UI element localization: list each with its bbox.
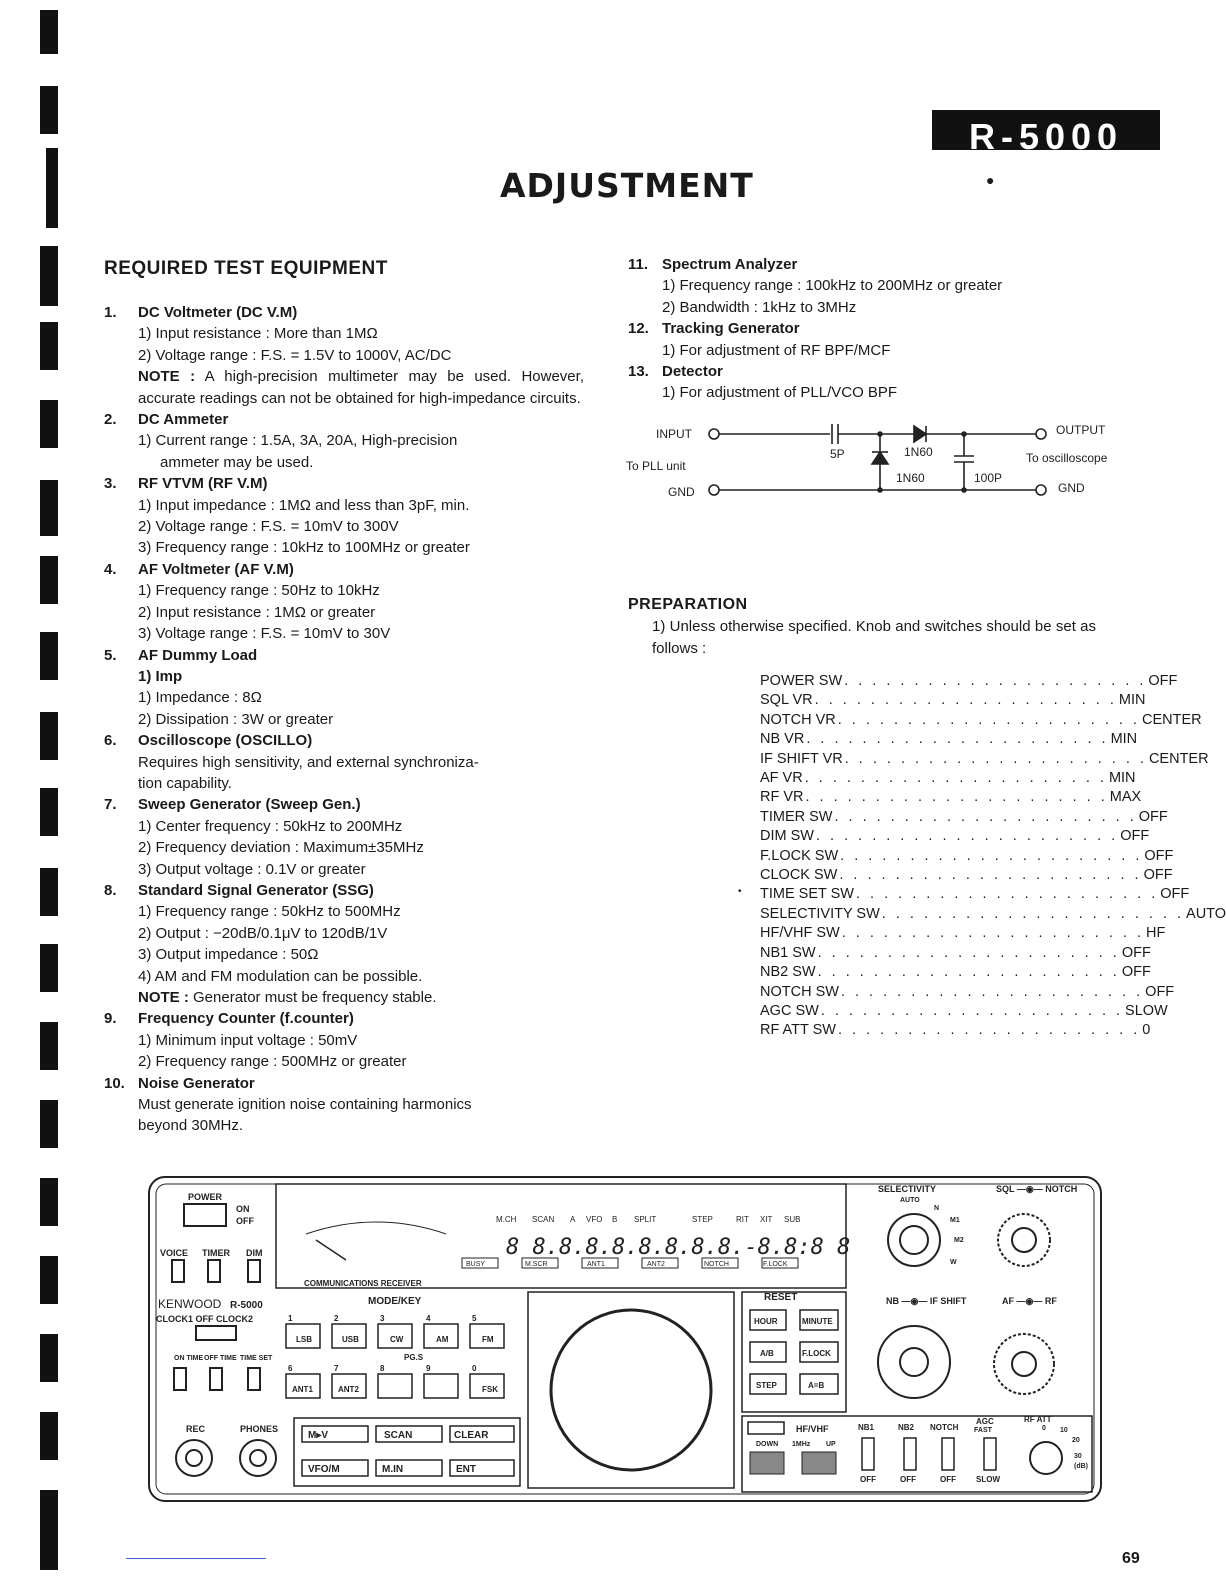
svg-text:NOTCH: NOTCH xyxy=(704,1261,729,1268)
preparation-setting-row xyxy=(760,983,1175,1002)
comms-receiver-label: COMMUNICATIONS RECEIVER xyxy=(304,1279,422,1288)
equipment-item: 9. Frequency Counter (f.counter) 1) Minimum input voltage : 50mV 2) Frequency range : 500MHz or greater xyxy=(104,1010,407,1071)
preparation-setting-row xyxy=(760,1021,1151,1040)
setting-value: OFF xyxy=(1145,983,1175,1000)
dim-button[interactable] xyxy=(248,1260,260,1282)
svg-text:M.SCR: M.SCR xyxy=(525,1261,548,1268)
bullet-mark: • xyxy=(738,886,742,897)
af-rf-label: AF —◉— RF xyxy=(1002,1296,1057,1306)
on-label: ON xyxy=(236,1204,250,1214)
preparation-setting-row xyxy=(760,847,1174,866)
circuit-input-label: INPUT xyxy=(656,427,692,441)
preparation-settings-list xyxy=(760,672,1226,1041)
svg-text:F.LOCK: F.LOCK xyxy=(763,1261,788,1268)
rec-label: REC xyxy=(186,1424,206,1434)
notch-switch[interactable] xyxy=(942,1438,954,1470)
leader-dots: . . . . . . . . . . . . . . . . . . . . . . xyxy=(837,711,1140,728)
svg-text:M.IN: M.IN xyxy=(382,1464,404,1475)
required-equipment-heading: REQUIRED TEST EQUIPMENT xyxy=(104,258,388,279)
timer-label: TIMER xyxy=(202,1248,230,1258)
setting-value: 0 xyxy=(1142,1022,1151,1039)
preparation-setting-row xyxy=(760,924,1166,943)
page-title: ADJUSTMENT xyxy=(500,166,754,205)
equipment-item: 3. RF VTVM (RF V.M) 1) Input impedance : 1MΩ and less than 3pF, min. 2) Voltage range : F.S. = 10mV to 300V 3) Frequency range : 10kHz to 100MHz or greater xyxy=(104,475,470,557)
leader-dots: . . . . . . . . . . . . . . . . . . . . . . xyxy=(817,944,1120,961)
equipment-item: 13. Detector 1) For adjustment of PLL/VCO BPF xyxy=(628,363,898,402)
svg-text:OFF TIME: OFF TIME xyxy=(204,1355,237,1362)
page-number: 69 xyxy=(1122,1550,1140,1567)
setting-name: DIM SW xyxy=(760,828,814,845)
nb2-switch[interactable] xyxy=(904,1438,916,1470)
leader-dots: . . . . . . . . . . . . . . . . . . . . . . xyxy=(856,886,1159,903)
leader-dots: . . . . . . . . . . . . . . . . . . . . . . xyxy=(838,1022,1141,1039)
leader-dots: . . . . . . . . . . . . . . . . . . . . . . xyxy=(820,1002,1124,1019)
svg-text:SCAN: SCAN xyxy=(384,1430,413,1441)
leader-dots: . . . . . . . . . . . . . . . . . . . . . . xyxy=(804,770,1107,787)
setting-value: OFF xyxy=(1138,808,1168,825)
s-meter-needle xyxy=(316,1240,346,1260)
svg-text:ENT: ENT xyxy=(456,1464,476,1475)
voice-label: VOICE xyxy=(160,1248,189,1258)
svg-text:FM: FM xyxy=(482,1335,494,1344)
on-time-button[interactable] xyxy=(174,1368,186,1390)
time-set-button[interactable] xyxy=(248,1368,260,1390)
svg-text:FAST: FAST xyxy=(974,1427,992,1434)
phones-jack[interactable] xyxy=(240,1440,276,1476)
svg-text:XIT: XIT xyxy=(760,1215,773,1224)
preparation-setting-row xyxy=(760,905,1226,924)
svg-text:ON TIME: ON TIME xyxy=(174,1355,204,1362)
preparation-setting-row xyxy=(760,691,1146,710)
setting-value: MIN xyxy=(1110,731,1138,748)
leader-dots: . . . . . . . . . . . . . . . . . . . . . . xyxy=(834,808,1137,825)
voice-button[interactable] xyxy=(172,1260,184,1282)
receiver-front-panel xyxy=(146,1174,1104,1504)
preparation-setting-row xyxy=(760,730,1138,749)
footer-line xyxy=(126,1558,266,1559)
setting-name: IF SHIFT VR xyxy=(760,750,843,767)
setting-name: AGC SW xyxy=(760,1002,819,1019)
up-button[interactable] xyxy=(802,1452,836,1474)
equipment-list-right xyxy=(628,254,1108,404)
preparation-setting-row xyxy=(760,1002,1168,1021)
key-8[interactable] xyxy=(378,1374,412,1398)
rec-jack[interactable] xyxy=(176,1440,212,1476)
circuit-cap-label: 5P xyxy=(830,447,845,461)
svg-text:6: 6 xyxy=(288,1364,293,1373)
setting-value: CENTER xyxy=(1148,750,1209,767)
svg-text:0: 0 xyxy=(1042,1425,1046,1432)
model-label: R-5000 xyxy=(230,1300,263,1311)
setting-name: RF ATT SW xyxy=(760,1022,836,1039)
equipment-item: 5. AF Dummy Load 1) Imp 1) Impedance : 8Ω 2) Dissipation : 3W or greater xyxy=(104,646,334,728)
setting-value: OFF xyxy=(1121,944,1151,961)
preparation-setting-row xyxy=(760,750,1209,769)
key-9[interactable] xyxy=(424,1374,458,1398)
svg-text:RIT: RIT xyxy=(736,1215,749,1224)
off-time-button[interactable] xyxy=(210,1368,222,1390)
af-rf-knob[interactable] xyxy=(994,1334,1054,1394)
svg-text:2: 2 xyxy=(334,1314,339,1323)
svg-text:M▸V: M▸V xyxy=(308,1430,329,1441)
timer-button[interactable] xyxy=(208,1260,220,1282)
setting-value: OFF xyxy=(1148,673,1178,689)
svg-text:SCAN: SCAN xyxy=(532,1215,555,1224)
down-label: DOWN xyxy=(756,1441,779,1448)
rf-att-knob[interactable] xyxy=(1030,1442,1062,1474)
svg-text:1: 1 xyxy=(288,1314,293,1323)
equipment-item: 1. DC Voltmeter (DC V.M) 1) Input resistance : More than 1MΩ 2) Voltage range : F.S. = 1.5V to 1000V, AC/DC NOTE : A high-precision multimeter may be used. However, accurate readings can not be obtained for high-impedance circuits. xyxy=(104,304,584,407)
setting-name: F.LOCK SW xyxy=(760,847,839,864)
frequency-display: 8 8.8.8.8.8.8.8.8.-8.8:8 8 xyxy=(506,1235,851,1260)
svg-text:3: 3 xyxy=(380,1314,385,1323)
circuit-output-label: OUTPUT xyxy=(1056,423,1106,437)
preparation-setting-row xyxy=(760,788,1142,807)
svg-text:NOTCH: NOTCH xyxy=(930,1423,959,1432)
svg-text:AUTO: AUTO xyxy=(900,1197,920,1204)
setting-name: AF VR xyxy=(760,770,803,787)
main-tuning-dial[interactable] xyxy=(551,1310,711,1470)
setting-value: OFF xyxy=(1121,964,1151,981)
svg-text:AM: AM xyxy=(436,1335,449,1344)
svg-text:5: 5 xyxy=(472,1314,477,1323)
svg-text:M.CH: M.CH xyxy=(496,1215,517,1224)
equipment-item: 11. Spectrum Analyzer 1) Frequency range : 100kHz to 200MHz or greater 2) Bandwidth : 1kHz to 3MHz xyxy=(628,256,1003,316)
svg-text:8: 8 xyxy=(380,1364,385,1373)
preparation-setting-row xyxy=(760,827,1150,846)
stray-mark: ● xyxy=(986,172,995,188)
svg-text:OFF: OFF xyxy=(900,1475,916,1484)
svg-text:ANT2: ANT2 xyxy=(647,1261,665,1268)
preparation-heading: PREPARATION xyxy=(628,596,748,613)
svg-text:STEP: STEP xyxy=(692,1215,713,1224)
svg-text:MINUTE: MINUTE xyxy=(802,1317,833,1326)
leader-dots: . . . . . . . . . . . . . . . . . . . . . . xyxy=(814,692,1117,709)
off-label: OFF xyxy=(236,1216,254,1226)
circuit-to-pll-label: To PLL unit xyxy=(626,459,686,473)
sql-notch-knob[interactable] xyxy=(998,1214,1050,1266)
circuit-gnd-left-label: GND xyxy=(668,485,695,499)
svg-text:TIME SET: TIME SET xyxy=(240,1355,273,1362)
equipment-list-left xyxy=(104,302,584,1137)
setting-name: NB1 SW xyxy=(760,944,816,961)
svg-text:VFO/M: VFO/M xyxy=(308,1464,340,1475)
setting-name: SQL VR xyxy=(760,692,813,709)
power-label: POWER xyxy=(188,1192,223,1202)
clock-switch[interactable] xyxy=(196,1326,236,1340)
leader-dots: . . . . . . . . . . . . . . . . . . . . . . xyxy=(881,905,1185,922)
setting-value: OFF xyxy=(1143,867,1173,884)
preparation-setting-row xyxy=(760,672,1178,691)
setting-name: HF/VHF SW xyxy=(760,925,840,942)
leader-dots: . . . . . . . . . . . . . . . . . . . . . . xyxy=(839,867,1142,884)
equipment-item: 4. AF Voltmeter (AF V.M) 1) Frequency range : 50Hz to 10kHz 2) Input resistance : 1MΩ or greater 3) Voltage range : F.S. = 10mV to 30V xyxy=(104,560,391,643)
leader-dots: . . . . . . . . . . . . . . . . . . . . . . xyxy=(815,828,1119,845)
setting-name: CLOCK SW xyxy=(760,867,838,884)
leader-dots: . . . . . . . . . . . . . . . . . . . . . . xyxy=(840,847,1143,864)
preparation-intro: 1) Unless otherwise specified. Knob and switches should be set as follows : xyxy=(652,618,1096,657)
svg-text:USB: USB xyxy=(342,1335,359,1344)
svg-text:CW: CW xyxy=(390,1335,404,1344)
svg-text:ANT1: ANT1 xyxy=(292,1385,313,1394)
svg-text:W: W xyxy=(950,1259,957,1266)
svg-text:M1: M1 xyxy=(950,1217,960,1224)
sql-notch-label: SQL —◉— NOTCH xyxy=(996,1184,1078,1194)
setting-name: NB2 SW xyxy=(760,964,816,981)
circuit-diode1-label: 1N60 xyxy=(904,445,933,459)
preparation-setting-row xyxy=(760,866,1173,885)
svg-text:A/B: A/B xyxy=(760,1349,774,1358)
setting-name: POWER SW xyxy=(760,673,843,689)
svg-text:9: 9 xyxy=(426,1364,431,1373)
s-meter-arc xyxy=(306,1222,446,1234)
leader-dots: . . . . . . . . . . . . . . . . . . . . . . xyxy=(817,964,1120,981)
svg-text:A=B: A=B xyxy=(808,1381,825,1390)
mhz-label: 1MHz xyxy=(792,1441,811,1448)
svg-text:FSK: FSK xyxy=(482,1385,498,1394)
brand-label: KENWOOD xyxy=(158,1297,222,1311)
svg-text:4: 4 xyxy=(426,1314,431,1323)
svg-text:F.LOCK: F.LOCK xyxy=(802,1349,831,1358)
svg-text:BUSY: BUSY xyxy=(466,1261,486,1268)
dim-label: DIM xyxy=(246,1248,263,1258)
setting-name: NOTCH VR xyxy=(760,711,836,728)
setting-value: MAX xyxy=(1109,789,1142,806)
svg-text:VFO: VFO xyxy=(586,1215,603,1224)
circuit-diode2-label: 1N60 xyxy=(896,471,925,485)
setting-value: OFF xyxy=(1144,847,1174,864)
agc-switch[interactable] xyxy=(984,1438,996,1470)
setting-name: NB VR xyxy=(760,731,805,748)
svg-text:HOUR: HOUR xyxy=(754,1317,778,1326)
setting-name: RF VR xyxy=(760,789,804,806)
reset-label: RESET xyxy=(764,1292,798,1303)
leader-dots: . . . . . . . . . . . . . . . . . . . . . . xyxy=(806,731,1109,748)
setting-value: OFF xyxy=(1120,828,1150,845)
svg-text:OFF: OFF xyxy=(860,1475,876,1484)
svg-text:7: 7 xyxy=(334,1364,339,1373)
leader-dots: . . . . . . . . . . . . . . . . . . . . . . xyxy=(805,789,1108,806)
svg-text:AGC: AGC xyxy=(976,1417,994,1426)
svg-text:SPLIT: SPLIT xyxy=(634,1215,657,1224)
svg-text:RF ATT: RF ATT xyxy=(1024,1415,1052,1424)
preparation-setting-row xyxy=(760,769,1136,788)
pgs-label: PG.S xyxy=(404,1353,424,1362)
svg-text:0: 0 xyxy=(472,1364,477,1373)
equipment-item: 10. Noise Generator Must generate ignition noise containing harmonics beyond 30MHz. xyxy=(104,1074,472,1135)
mode-key-label: MODE/KEY xyxy=(368,1296,422,1307)
preparation-setting-row xyxy=(760,944,1151,963)
equipment-item: 6. Oscilloscope (OSCILLO) Requires high sensitivity, and external synchroniza- tion capability. xyxy=(104,732,479,792)
setting-value: OFF xyxy=(1160,886,1190,903)
equipment-item: 8. Standard Signal Generator (SSG) 1) Frequency range : 50kHz to 500MHz 2) Output : −20dB/0.1μV to 120dB/1V 3) Output impedance : 50Ω 4) AM and FM modulation can be possible. NOTE : Generator must be frequency stable. xyxy=(104,881,437,1006)
down-button[interactable] xyxy=(750,1452,784,1474)
circuit-gnd-right-label: GND xyxy=(1058,481,1085,495)
equipment-item: 7. Sweep Generator (Sweep Gen.) 1) Center frequency : 50kHz to 200MHz 2) Frequency deviation : Maximum±35MHz 3) Output voltage : 0.1V or greater xyxy=(104,796,424,878)
svg-text:10: 10 xyxy=(1060,1427,1068,1434)
model-badge: R-5000 xyxy=(932,110,1160,150)
preparation-setting-row xyxy=(760,808,1168,827)
svg-text:SUB: SUB xyxy=(784,1215,801,1224)
setting-value: MIN xyxy=(1108,770,1136,787)
svg-text:N: N xyxy=(934,1205,940,1212)
equipment-item: 12. Tracking Generator 1) For adjustment of RF BPF/MCF xyxy=(628,320,891,359)
svg-text:LSB: LSB xyxy=(296,1335,312,1344)
setting-value: HF xyxy=(1145,925,1166,942)
leader-dots: . . . . . . . . . . . . . . . . . . . . . . xyxy=(844,673,1147,689)
equipment-item: 2. DC Ammeter 1) Current range : 1.5A, 3A, 20A, High-precision ammeter may be used. xyxy=(104,411,458,471)
svg-text:A: A xyxy=(570,1215,576,1224)
preparation-setting-row xyxy=(760,711,1202,730)
setting-name: NOTCH SW xyxy=(760,983,839,1000)
svg-text:SLOW: SLOW xyxy=(976,1475,1000,1484)
setting-name: SELECTIVITY SW xyxy=(760,905,880,922)
setting-name: TIMER SW xyxy=(760,808,833,825)
preparation-setting-row xyxy=(760,885,1190,904)
setting-name: TIME SET SW xyxy=(760,886,854,903)
selectivity-knob[interactable] xyxy=(888,1214,940,1266)
svg-text:ANT1: ANT1 xyxy=(587,1261,605,1268)
svg-text:ANT2: ANT2 xyxy=(338,1385,359,1394)
selectivity-label: SELECTIVITY xyxy=(878,1184,937,1194)
circuit-to-osc-label: To oscilloscope xyxy=(1026,451,1108,465)
svg-text:OFF: OFF xyxy=(940,1475,956,1484)
leader-dots: . . . . . . . . . . . . . . . . . . . . . . xyxy=(844,750,1147,767)
svg-text:(dB): (dB) xyxy=(1074,1463,1088,1470)
svg-text:NB2: NB2 xyxy=(898,1423,915,1432)
hf-vhf-label: HF/VHF xyxy=(796,1424,829,1434)
detector-circuit-diagram xyxy=(624,420,1124,510)
svg-text:STEP: STEP xyxy=(756,1381,777,1390)
svg-text:30: 30 xyxy=(1074,1453,1082,1460)
svg-text:20: 20 xyxy=(1072,1437,1080,1444)
setting-value: MIN xyxy=(1118,692,1146,709)
leader-dots: . . . . . . . . . . . . . . . . . . . . . . xyxy=(841,925,1144,942)
setting-value: AUTO xyxy=(1186,905,1226,922)
preparation-setting-row xyxy=(760,963,1151,982)
nb-ifshift-knob[interactable] xyxy=(878,1326,950,1398)
phones-label: PHONES xyxy=(240,1424,279,1434)
svg-text:NB1: NB1 xyxy=(858,1423,875,1432)
setting-value: CENTER xyxy=(1141,711,1202,728)
power-button[interactable] xyxy=(184,1204,226,1226)
clock-switch-label: CLOCK1 OFF CLOCK2 xyxy=(156,1314,254,1324)
setting-value: SLOW xyxy=(1125,1002,1168,1019)
svg-text:CLEAR: CLEAR xyxy=(454,1430,489,1441)
svg-text:B: B xyxy=(612,1215,618,1224)
nb-ifshift-label: NB —◉— IF SHIFT xyxy=(886,1296,967,1306)
nb1-switch[interactable] xyxy=(862,1438,874,1470)
svg-text:M2: M2 xyxy=(954,1237,964,1244)
leader-dots: . . . . . . . . . . . . . . . . . . . . . . xyxy=(840,983,1144,1000)
hf-vhf-button[interactable] xyxy=(748,1422,784,1434)
circuit-cap2-label: 100P xyxy=(974,471,1003,485)
up-label: UP xyxy=(826,1441,836,1448)
